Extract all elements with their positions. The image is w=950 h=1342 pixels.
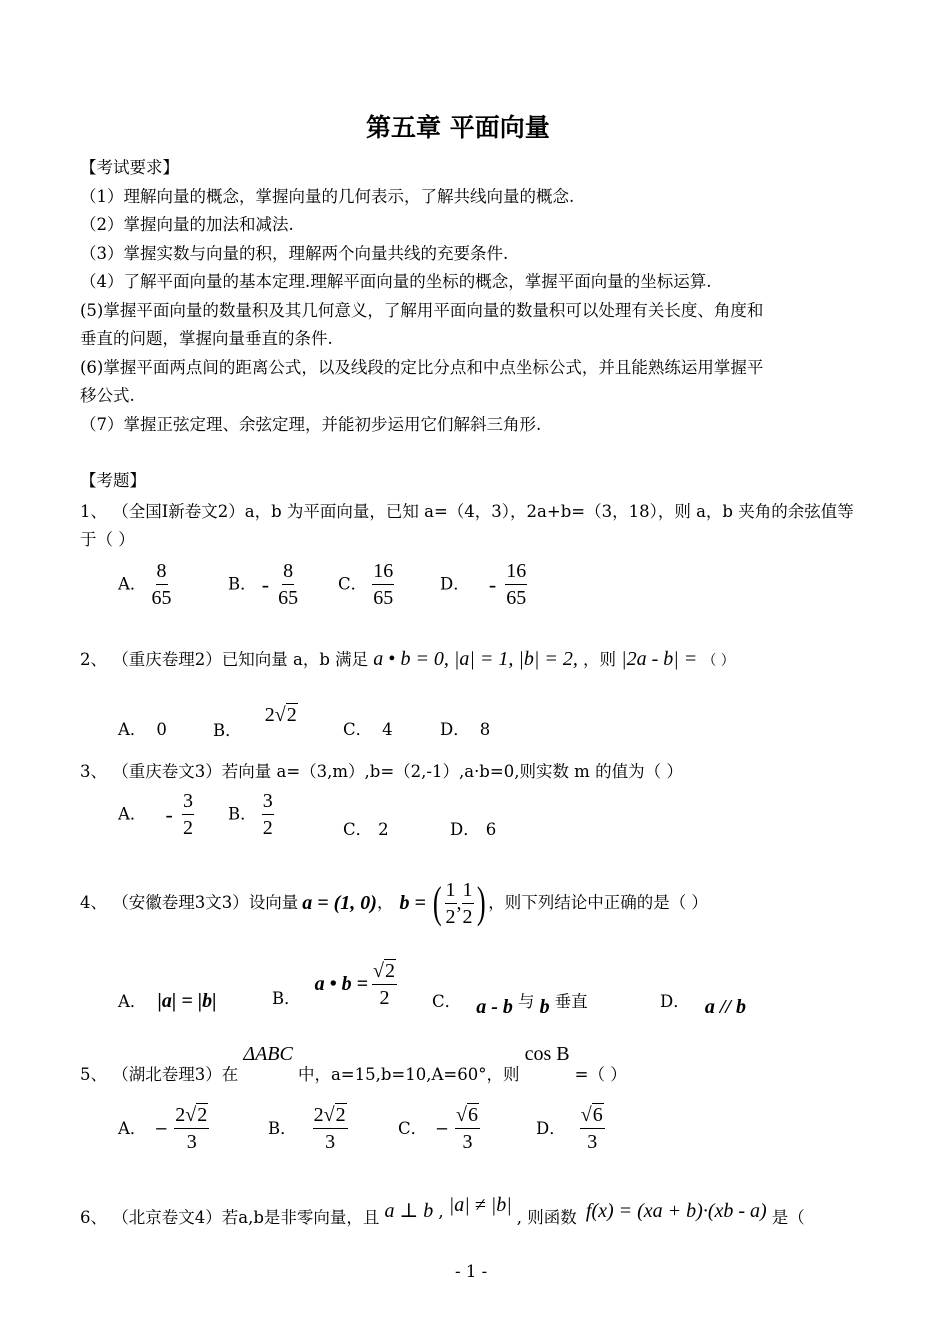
option-label: C． xyxy=(398,1118,428,1138)
question-2-option-a xyxy=(118,720,167,740)
vector-a: a xyxy=(373,648,384,670)
question-1-option-d xyxy=(440,560,527,609)
minus-sign: - xyxy=(488,571,497,597)
option-text: 与 xyxy=(517,992,535,1011)
comma: , xyxy=(456,891,462,914)
fraction: $\frac{3}{2}$ xyxy=(182,790,193,839)
option-label: A． xyxy=(118,804,147,824)
question-4-option-c xyxy=(432,990,588,1018)
question-5-option-c xyxy=(398,1104,480,1153)
question-4-suffix: ，则下列结论中正确的是（ ） xyxy=(488,893,708,912)
perpendicular-expression: a ⊥ b xyxy=(384,1200,434,1222)
option-label: D． xyxy=(536,1118,566,1138)
requirements-heading: 【考试要求】 xyxy=(80,158,179,177)
question-2-option-b xyxy=(213,704,298,740)
requirement-item: （3）掌握实数与向量的积，理解两个向量共线的充要条件. xyxy=(80,244,509,263)
requirement-item: (5)掌握平面向量的数量积及其几何意义，了解用平面向量的数量积可以处理有关长度、角度和 xyxy=(80,301,764,320)
option-label: C． xyxy=(343,720,373,739)
question-5-option-d xyxy=(536,1104,605,1153)
option-label: C． xyxy=(432,992,462,1011)
fraction: $\frac{16}{65}$ xyxy=(506,560,527,609)
question-6-text: 6、 （北京卷文4）若a,b是非零向量，且 xyxy=(80,1208,380,1227)
minus-sign: − xyxy=(154,1118,169,1138)
option-label: B． xyxy=(228,804,257,824)
coefficient: 2 xyxy=(264,704,275,726)
option-label: A． xyxy=(118,574,147,594)
page-number: - 1 - xyxy=(455,1262,488,1281)
question-4-text: 4、 （安徽卷理3文3）设向量 xyxy=(80,893,299,912)
fraction: $\frac{1}{2}$ xyxy=(445,878,456,928)
option-label: C． xyxy=(343,820,373,839)
question-2-option-d xyxy=(440,720,490,740)
question-4-option-a xyxy=(118,990,217,1013)
not-equal-expression: |a| ≠ |b| xyxy=(448,1194,512,1216)
question-5-suffix: =（ ） xyxy=(574,1065,627,1084)
question-3-option-b xyxy=(228,790,274,839)
question-5-text: 5、 （湖北卷理3）在 xyxy=(80,1065,239,1084)
vector-b-label: b = xyxy=(399,891,426,914)
option-label: D． xyxy=(450,820,480,839)
question-2-text: 2、 （重庆卷理2）已知向量 a，b 满足 xyxy=(80,650,369,669)
comma: ， xyxy=(376,893,394,912)
question-6 xyxy=(80,1194,805,1227)
requirement-item: （7）掌握正弦定理、余弦定理，并能初步运用它们解斜三角形. xyxy=(80,415,542,434)
requirement-item: （4）了解平面向量的基本定理.理解平面向量的坐标的概念，掌握平面向量的坐标运算. xyxy=(80,272,712,291)
fraction: $\frac{16}{65}$ xyxy=(373,560,394,609)
question-3-option-a xyxy=(118,790,194,839)
requirement-item: 垂直的问题，掌握向量垂直的条件. xyxy=(80,329,333,348)
option-label: B． xyxy=(213,721,242,740)
option-label: A． xyxy=(118,992,147,1011)
target-expression: |2a - b| = xyxy=(621,648,698,670)
fraction: $\frac{√6}{3}$ xyxy=(580,1104,603,1153)
chapter-title: 第五章 平面向量 xyxy=(366,113,550,142)
question-1-option-b xyxy=(228,560,298,609)
option-expression: |a| = |b| xyxy=(157,990,217,1012)
question-3-option-d xyxy=(450,820,496,840)
fraction: $\frac{8}{65}$ xyxy=(151,560,172,609)
option-expression: a // b xyxy=(704,996,746,1018)
option-label: A． xyxy=(118,1118,147,1138)
question-3-option-c xyxy=(343,820,389,840)
option-value: 2 xyxy=(378,820,389,839)
answer-paren: （ ） xyxy=(702,653,735,669)
vector-b: b xyxy=(539,996,550,1018)
fraction: $\frac{3}{2}$ xyxy=(262,790,273,839)
fraction: $\frac{1}{2}$ xyxy=(462,878,473,928)
question-2 xyxy=(80,648,735,671)
minus-sign: - xyxy=(261,571,270,597)
fraction: $\frac{√6}{3}$ xyxy=(455,1104,478,1153)
option-value: 8 xyxy=(479,720,491,739)
square-root: √2 xyxy=(274,704,297,726)
question-1-text-cont: 于（ ） xyxy=(80,530,135,549)
option-value: 6 xyxy=(485,820,497,839)
option-value: 0 xyxy=(156,720,167,739)
question-6-suffix: 是（ xyxy=(771,1208,805,1227)
option-label: D． xyxy=(440,720,470,739)
question-5 xyxy=(80,1043,627,1084)
option-label: D． xyxy=(440,574,470,594)
fraction: $\frac{8}{65}$ xyxy=(278,560,299,609)
function-expression: f(x) = (xa + b)·(xb - a) xyxy=(585,1200,767,1222)
cos-b-expression: cos B xyxy=(524,1043,570,1065)
minus-sign: − xyxy=(435,1118,449,1138)
requirement-item: （2）掌握向量的加法和减法. xyxy=(80,215,294,234)
requirement-item: (6)掌握平面两点间的距离公式，以及线段的定比分点和中点坐标公式，并且能熟练运用掌握平 xyxy=(80,358,764,377)
left-paren: ( xyxy=(432,878,442,927)
option-label: D． xyxy=(660,992,690,1011)
option-label: B． xyxy=(228,574,257,594)
option-expression: a • b = xyxy=(314,973,369,995)
question-1-text: 1、 （全国Ⅰ新卷文2）a，b 为平面向量，已知 a=（4，3），2a+b=（3，18），则 a，b 夹角的余弦值等 xyxy=(80,502,854,521)
condition-expression: b = 0, |a| = 1, |b| = 2, xyxy=(400,648,578,670)
vector-a-definition: a = (1, 0) xyxy=(302,891,377,914)
option-label: B． xyxy=(272,988,301,1008)
question-5-option-a xyxy=(118,1104,209,1153)
question-4 xyxy=(80,878,708,928)
then-text: ，则 xyxy=(583,650,617,669)
fraction: $\frac{√2}{2}$ xyxy=(373,960,396,1009)
option-value: 4 xyxy=(382,720,393,739)
question-4-option-d xyxy=(660,990,746,1018)
option-expression: a - b xyxy=(476,996,513,1018)
triangle-expression: ΔABC xyxy=(243,1043,293,1065)
option-label: A． xyxy=(118,720,147,739)
option-label: B． xyxy=(268,1118,297,1138)
question-5-text-mid: 中，a=15,b=10,A=60°，则 xyxy=(297,1065,520,1084)
minus-sign: - xyxy=(165,801,173,827)
question-6-text-mid: , 则函数 xyxy=(516,1208,577,1227)
option-text: 垂直 xyxy=(554,992,588,1011)
question-3-text: 3、 （重庆卷文3）若向量 a=（3,m）,b=（2,-1）,a·b=0,则实数 m 的值为（ ） xyxy=(80,762,683,781)
question-2-option-c xyxy=(343,720,393,740)
question-1-option-a xyxy=(118,560,172,609)
requirement-item: 移公式. xyxy=(80,386,135,405)
option-label: C． xyxy=(338,574,368,594)
comma: , xyxy=(438,1202,444,1221)
question-4-option-b xyxy=(272,960,397,1009)
dot-operator: • xyxy=(388,648,396,670)
right-paren: ) xyxy=(476,878,486,927)
fraction: $\frac{2√2}{3}$ xyxy=(313,1104,346,1153)
exam-heading: 【考题】 xyxy=(80,471,146,490)
question-5-option-b xyxy=(268,1104,348,1153)
fraction: $\frac{2√2}{3}$ xyxy=(175,1104,208,1153)
requirement-item: （1）理解向量的概念，掌握向量的几何表示，了解共线向量的概念. xyxy=(80,187,575,206)
question-1-option-c xyxy=(338,560,394,609)
